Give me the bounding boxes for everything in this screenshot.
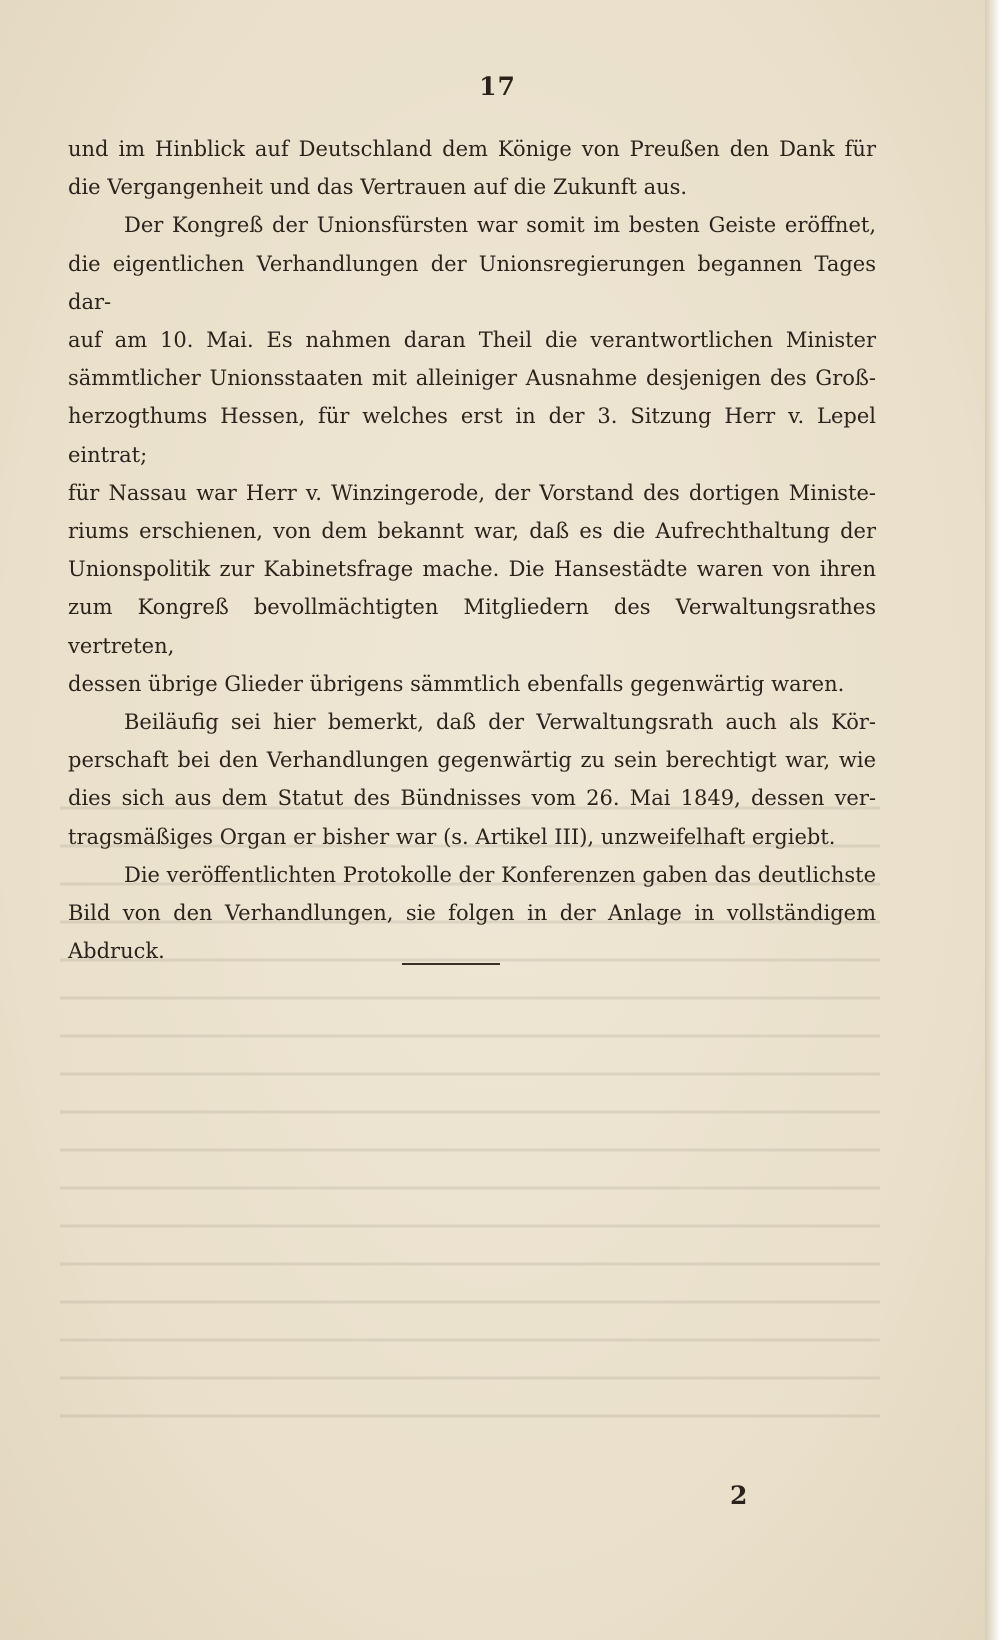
section-divider — [402, 963, 500, 965]
paragraph-2-line-8: Unionspolitik zur Kabinetsfrage mache. Die Hansestädte waren von ihren — [68, 557, 876, 582]
signature-number: 2 — [730, 1481, 748, 1510]
paragraph-2-line-4: sämmtlicher Unionsstaaten mit alleiniger Ausnahme desjenigen des Groß- — [68, 366, 876, 391]
paragraph-2-line-10: dessen übrige Glieder übrigens sämmtlich ebenfalls gegenwärtig waren. — [68, 671, 845, 696]
paragraph-1-line-1: und im Hinblick auf Deutschland dem Könige von Preußen den Dank für — [68, 137, 876, 161]
paragraph-2-line-7: riums erschienen, von dem bekannt war, daß es die Aufrechthaltung der — [68, 519, 876, 544]
paragraph-2-line-1: Der Kongreß der Unionsfürsten war somit im besten Geiste eröffnet, — [124, 213, 876, 238]
paragraph-4-line-1: Die veröffentlichten Protokolle der Konferenzen gaben das deutlichste — [124, 862, 876, 887]
paragraph-2-line-3: auf am 10. Mai. Es nahmen daran Theil die verantwortlichen Minister — [68, 328, 876, 353]
paragraph-4-line-3: Abdruck. — [68, 939, 165, 964]
body-text — [68, 130, 876, 970]
paragraph-2-line-9: zum Kongreß bevollmächtigten Mitgliedern des Verwaltungsrathes vertreten, — [68, 595, 876, 658]
paragraph-4-line-2: Bild von den Verhandlungen, sie folgen in der Anlage in vollständigem — [68, 901, 876, 926]
paragraph-2-line-5: herzogthums Hessen, für welches erst in der 3. Sitzung Herr v. Lepel eintrat; — [68, 404, 876, 467]
paragraph-1-line-2: die Vergangenheit und das Vertrauen auf die Zukunft aus. — [68, 175, 688, 200]
paragraph-2-line-6: für Nassau war Herr v. Winzingerode, der Vorstand des dortigen Ministe- — [68, 480, 876, 505]
paragraph-3-line-2: perschaft bei den Verhandlungen gegenwärtig zu sein berechtigt war, wie — [68, 748, 876, 773]
page-edge — [985, 0, 1000, 1640]
paragraph-2-line-2: die eigentlichen Verhandlungen der Unionsregierungen begannen Tages dar- — [68, 251, 876, 314]
page-number: 17 — [479, 72, 516, 101]
paragraph-3-line-4: tragsmäßiges Organ er bisher war (s. Artikel III), unzweifelhaft ergiebt. — [68, 824, 836, 849]
paragraph-3-line-3: dies sich aus dem Statut des Bündnisses vom 26. Mai 1849, dessen ver- — [68, 786, 876, 811]
paragraph-3-line-1: Beiläufig sei hier bemerkt, daß der Verwaltungsrath auch als Kör- — [124, 710, 876, 735]
